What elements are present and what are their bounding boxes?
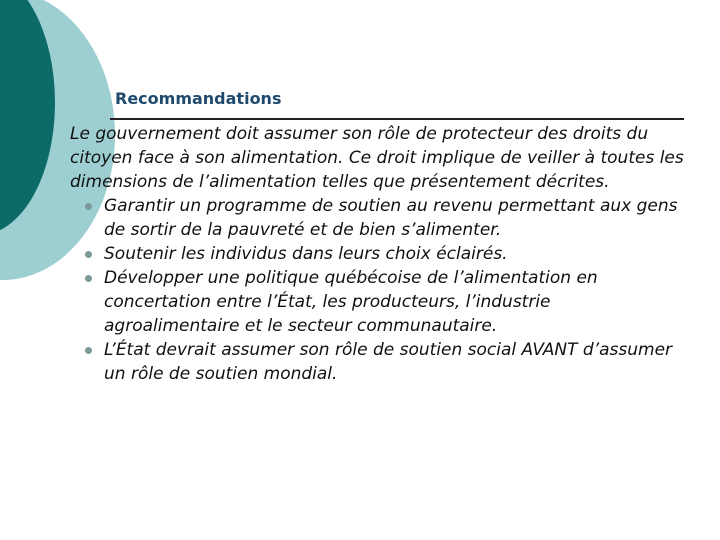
bullet-dot-icon bbox=[85, 203, 92, 210]
bullet-dot-icon bbox=[85, 251, 92, 258]
bullet-dot-icon bbox=[85, 275, 92, 282]
bullet-text: Garantir un programme de soutien au revenu permettant aux gens de sortir de la pauvreté et de bien s’alimenter. bbox=[104, 196, 678, 240]
bullet-item bbox=[104, 194, 690, 242]
bullet-dot-icon bbox=[85, 347, 92, 354]
title-underline bbox=[110, 118, 684, 120]
bullet-item bbox=[104, 338, 690, 386]
intro-paragraph: Le gouvernement doit assumer son rôle de protecteur des droits du citoyen face à son alimentation. Ce droit implique de veiller à toutes les dimensions de l’alimentation telles que présentement décrites. bbox=[70, 124, 684, 192]
bullet-item bbox=[104, 242, 690, 266]
bullet-text: Développer une politique québécoise de l’alimentation en concertation entre l’État, les producteurs, l’industrie agroalimentaire et le secteur communautaire. bbox=[104, 268, 598, 336]
bullet-list bbox=[70, 194, 690, 386]
bullet-item bbox=[104, 266, 690, 338]
slide-title: Recommandations bbox=[115, 89, 282, 108]
slide-body bbox=[70, 122, 690, 386]
bullet-text: L’État devrait assumer son rôle de soutien social AVANT d’assumer un rôle de soutien mondial. bbox=[104, 340, 673, 384]
bullet-text: Soutenir les individus dans leurs choix éclairés. bbox=[104, 244, 508, 264]
